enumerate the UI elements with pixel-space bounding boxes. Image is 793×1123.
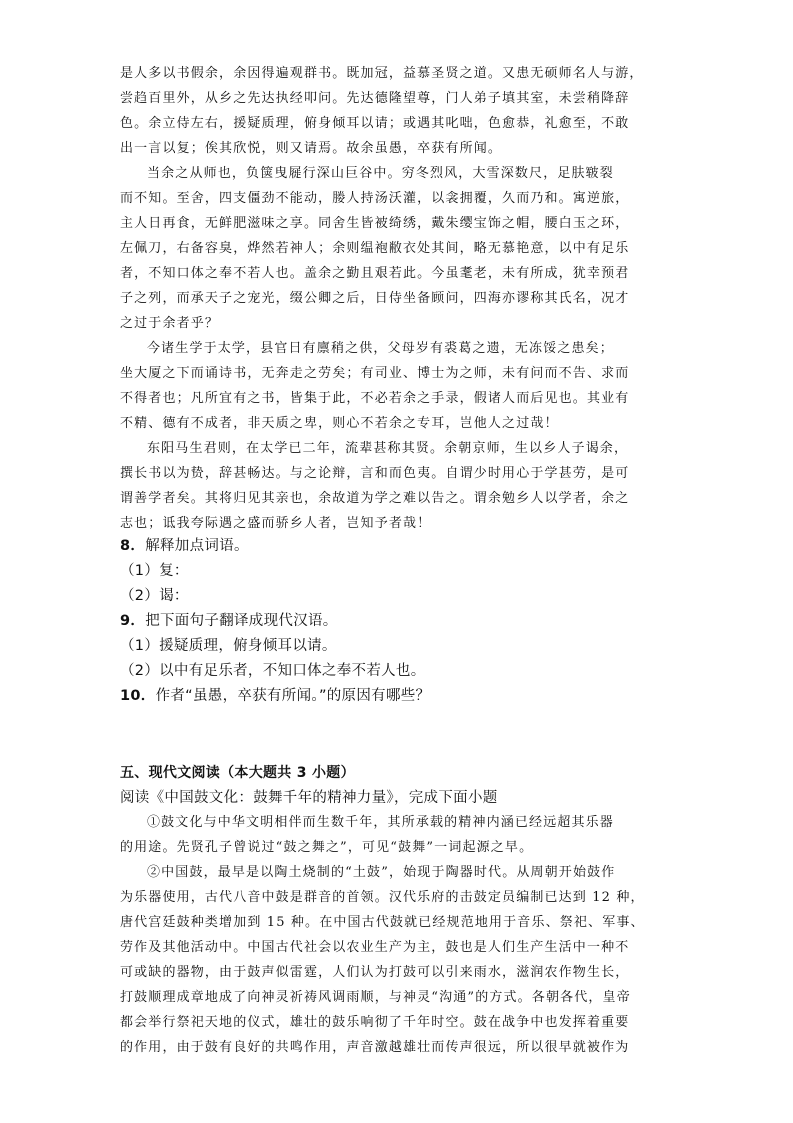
passage-line: 为乐器使用，古代八音中鼓是群音的首领。汉代乐府的击鼓定员编制已达到 12 种， bbox=[120, 890, 645, 905]
passage-line: ①鼓文化与中华文明相伴而生数千年，其所承载的精神内涵已经远超其乐器 bbox=[147, 815, 614, 830]
passage-line: 谓善学者矣。其将归见其亲也，余故道为学之难以告之。谓余勉乡人以学者，余之 bbox=[120, 491, 630, 506]
passage-line: 左佩刀，右备容臭，烨然若神人；余则缊袍敝衣处其间，略无慕艳意，以中有足乐 bbox=[120, 241, 630, 256]
question-8-item-2: （2）谒： bbox=[120, 588, 189, 604]
passage-line: 劳作及其他活动中。中国古代社会以农业生产为主，鼓也是人们生产生活中一种不 bbox=[120, 940, 630, 955]
passage-line: 者，不知口体之奉不若人也。盖余之勤且艰若此。今虽耄老，未有所成，犹幸预君 bbox=[120, 266, 630, 281]
passage-line: 的用途。先贤孔子曾说过“鼓之舞之”，可见“鼓舞”一词起源之早。 bbox=[120, 840, 534, 855]
passage-line: 唐代宫廷鼓种类增加到 15 种。在中国古代鼓就已经规范地用于音乐、祭祀、军事、 bbox=[120, 915, 645, 930]
passage-line: 之过于余者乎？ bbox=[120, 316, 220, 331]
passage-line: 都会举行祭祀天地的仪式，雄壮的鼓乐响彻了千年时空。鼓在战争中也发挥着重要 bbox=[120, 1015, 630, 1030]
passage-line: 色。余立侍左右，援疑质理，俯身倾耳以请；或遇其叱咄，色愈恭，礼愈至，不敢 bbox=[120, 116, 630, 131]
passage-line: 打鼓顺理成章地成了向神灵祈祷风调雨顺，与神灵“沟通”的方式。各朝各代，皇帝 bbox=[120, 990, 631, 1005]
passage-line: 是人多以书假余，余因得遍观群书。既加冠，益慕圣贤之道。又患无硕师名人与游， bbox=[120, 66, 644, 81]
question-9-item-1: （1）援疑质理，俯身倾耳以请。 bbox=[120, 638, 337, 654]
passage-line: 的作用，由于鼓有良好的共鸣作用，声音激越雄壮而传声很远，所以很早就被作为 bbox=[120, 1040, 630, 1055]
passage-line: ②中国鼓，最早是以陶土烧制的“土鼓”，始现于陶器时代。从周朝开始鼓作 bbox=[147, 865, 616, 880]
question-text: 把下面句子翻译成现代汉语。 bbox=[145, 613, 338, 629]
question-10 bbox=[120, 687, 430, 705]
passage-line: 出一言以复；俟其欣悦，则又请焉。故余虽愚，卒获有所闻。 bbox=[120, 141, 503, 156]
passage-line: 撰长书以为贽，辞甚畅达。与之论辩，言和而色夷。自谓少时用心于学甚劳，是可 bbox=[120, 466, 630, 481]
section-title: 五、现代文阅读（本大题共 3 小题） bbox=[120, 765, 355, 781]
question-text: 作者“虽愚，卒获有所闻。”的原因有哪些？ bbox=[155, 688, 431, 704]
passage-line: 而不知。至舍，四支僵劲不能动，媵人持汤沃灌，以衾拥覆，久而乃和。寓逆旅， bbox=[120, 191, 630, 206]
passage-line: 东阳马生君则，在太学已二年，流辈甚称其贤。余朝京师，生以乡人子谒余， bbox=[147, 441, 629, 456]
passage-line: 当余之从师也，负箧曳屣行深山巨谷中。穷冬烈风，大雪深数尺，足肤皲裂 bbox=[147, 166, 614, 181]
passage-line: 坐大厦之下而诵诗书，无奔走之劳矣；有司业、博士为之师，未有问而不告、求而 bbox=[120, 366, 630, 381]
question-text: 解释加点词语。 bbox=[145, 538, 249, 554]
passage-line: 不精、德有不成者，非天质之卑，则心不若余之专耳，岂他人之过哉！ bbox=[120, 416, 559, 431]
question-number: 9． bbox=[120, 613, 146, 629]
question-8 bbox=[120, 537, 249, 555]
passage-line: 尝趋百里外，从乡之先达执经叩问。先达德隆望尊，门人弟子填其室，未尝稍降辞 bbox=[120, 91, 630, 106]
passage-line: 不得者也；凡所宜有之书，皆集于此，不必若余之手录，假诸人而后见也。其业有 bbox=[120, 391, 630, 406]
question-9-item-2: （2）以中有足乐者，不知口体之奉不若人也。 bbox=[120, 663, 426, 679]
passage-line: 主人日再食，无鲜肥滋味之享。同舍生皆被绮绣，戴朱缨宝饰之帽，腰白玉之环， bbox=[120, 216, 630, 231]
question-number: 10． bbox=[120, 688, 156, 704]
passage-line: 可或缺的器物，由于鼓声似雷霆，人们认为打鼓可以引来雨水，滋润农作物生长， bbox=[120, 965, 630, 980]
passage-line: 今诸生学于太学，县官日有廪稍之供，父母岁有裘葛之遗，无冻馁之患矣； bbox=[147, 341, 614, 356]
section-intro: 阅读《中国鼓文化：鼓舞千年的精神力量》，完成下面小题 bbox=[120, 790, 498, 806]
question-8-item-1: （1）复： bbox=[120, 563, 189, 579]
question-9 bbox=[120, 612, 338, 630]
question-number: 8． bbox=[120, 538, 146, 554]
passage-line: 志也；诋我夸际遇之盛而骄乡人者，岂知予者哉！ bbox=[120, 516, 432, 531]
passage-line: 子之列，而承天子之宠光，缀公卿之后，日侍坐备顾问，四海亦谬称其氏名，况才 bbox=[120, 291, 630, 306]
